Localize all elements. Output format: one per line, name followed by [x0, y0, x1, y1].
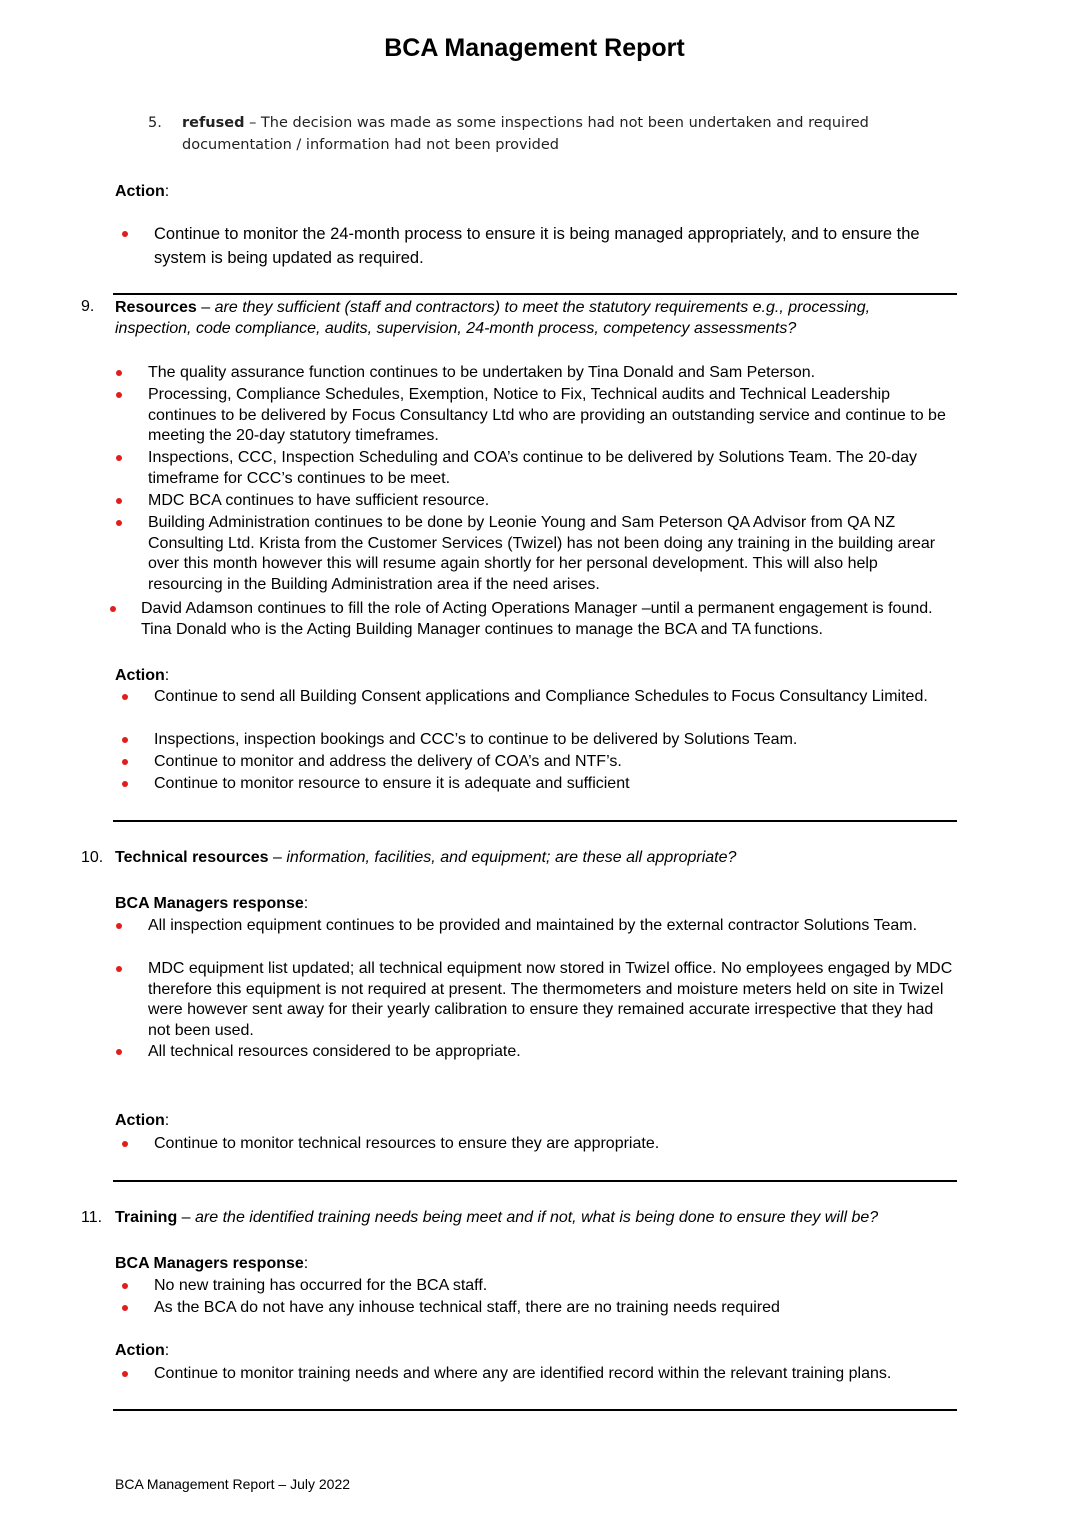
- action-item: Continue to monitor technical resources to ensure they are appropriate.: [154, 1135, 660, 1152]
- bullet-icon: [116, 392, 122, 398]
- section-heading: Technical resources – information, facilities, and equipment; are these all appropriate?: [115, 849, 737, 866]
- list-item: No new training has occurred for the BCA staff.: [154, 1277, 488, 1294]
- bullet-icon: [122, 781, 128, 787]
- item-text: – The decision was made as some inspections had not been undertaken and required documentation / information had not been provided: [182, 115, 869, 153]
- action-item: Continue to send all Building Consent applications and Compliance Schedules to Focus Consultancy Limited.: [154, 688, 928, 705]
- bullet-icon: [110, 606, 116, 612]
- bullet-icon: [116, 966, 122, 972]
- list-item: Building Administration continues to be done by Leonie Young and Sam Peterson QA Advisor from QA NZ Consulting Ltd. Krista from the Customer Services (Twizel) has not been doing any training in the building arear over this month however this will resume again shortly for her personal development. This will also help resourcing in the Building Administration area if the need arises.: [148, 514, 936, 593]
- section-number: 10.: [81, 849, 104, 866]
- list-item: All inspection equipment continues to be provided and maintained by the external contractor Solutions Team.: [148, 917, 918, 934]
- action-item: Continue to monitor and address the delivery of COA’s and NTF’s.: [154, 753, 622, 770]
- action-item: Continue to monitor resource to ensure it is adequate and sufficient: [154, 775, 630, 792]
- bullet-icon: [116, 520, 122, 526]
- action-item: Inspections, inspection bookings and CCC’s to continue to be delivered by Solutions Team.: [154, 731, 798, 748]
- bullet-icon: [122, 1283, 128, 1289]
- list-number: 5.: [148, 115, 162, 131]
- bullet-icon: [116, 370, 122, 376]
- bullet-icon: [122, 1305, 128, 1311]
- action-item: Continue to monitor the 24-month process to ensure it is being managed appropriately, and to ensure the system is being updated as required.: [154, 225, 920, 267]
- bullet-icon: [122, 1141, 128, 1147]
- bullet-icon: [122, 1371, 128, 1377]
- bullet-icon: [116, 455, 122, 461]
- section-heading: Training – are the identified training needs being meet and if not, what is being done to ensure they will be?: [115, 1209, 879, 1226]
- bullet-icon: [116, 498, 122, 504]
- action-heading: Action:: [115, 667, 170, 684]
- page-title: BCA Management Report: [384, 34, 685, 62]
- response-heading: BCA Managers response:: [115, 895, 309, 912]
- list-item: All technical resources considered to be appropriate.: [148, 1043, 521, 1060]
- bullet-icon: [116, 1049, 122, 1055]
- bullet-icon: [122, 759, 128, 765]
- action-item: Continue to monitor training needs and where any are identified record within the relevant training plans.: [154, 1365, 892, 1382]
- page-footer: BCA Management Report – July 2022: [115, 1476, 351, 1492]
- action-heading: Action:: [115, 1342, 170, 1359]
- item-keyword: refused: [182, 115, 245, 131]
- list-item: David Adamson continues to fill the role of Acting Operations Manager –until a permanent engagement is found. Tina Donald who is the Acting Building Manager continues to manage the BCA and TA functions.: [141, 600, 933, 638]
- section-number: 9.: [81, 298, 95, 315]
- list-item: [182, 112, 922, 156]
- action-heading: Action:: [115, 183, 170, 200]
- section-heading: Resources – are they sufficient (staff and contractors) to meet the statutory requirements e.g., processing, inspection, code compliance, audits, supervision, 24-month process, competency assessments?: [115, 299, 871, 337]
- section-divider: [113, 820, 957, 822]
- list-item: Processing, Compliance Schedules, Exemption, Notice to Fix, Technical audits and Technical Leadership continues to be delivered by Focus Consultancy Ltd who are providing an outstanding service and continue to be meeting the 20-day statutory timeframes.: [148, 386, 946, 444]
- bullet-icon: [122, 231, 128, 237]
- list-item: The quality assurance function continues to be undertaken by Tina Donald and Sam Peterson.: [148, 364, 816, 381]
- list-item: As the BCA do not have any inhouse technical staff, there are no training needs required: [154, 1299, 780, 1316]
- list-item: MDC BCA continues to have sufficient resource.: [148, 492, 490, 509]
- section-divider: [113, 1180, 957, 1182]
- section-divider: [113, 1409, 957, 1411]
- list-item: MDC equipment list updated; all technical equipment now stored in Twizel office. No employees engaged by MDC therefore this equipment is not required at present. The thermometers and moisture meters held on site in Twizel were however sent away for their yearly calibration to ensure they remained accurate irrespective that they had not been used.: [148, 960, 953, 1039]
- section-number: 11.: [81, 1209, 103, 1226]
- bullet-icon: [122, 694, 128, 700]
- response-heading: BCA Managers response:: [115, 1255, 309, 1272]
- section-divider: [113, 293, 957, 295]
- bullet-icon: [122, 737, 128, 743]
- bullet-icon: [116, 923, 122, 929]
- action-heading: Action:: [115, 1112, 170, 1129]
- list-item: Inspections, CCC, Inspection Scheduling and COA’s continue to be delivered by Solutions Team. The 20-day timeframe for CCC’s continues to be meet.: [148, 449, 918, 487]
